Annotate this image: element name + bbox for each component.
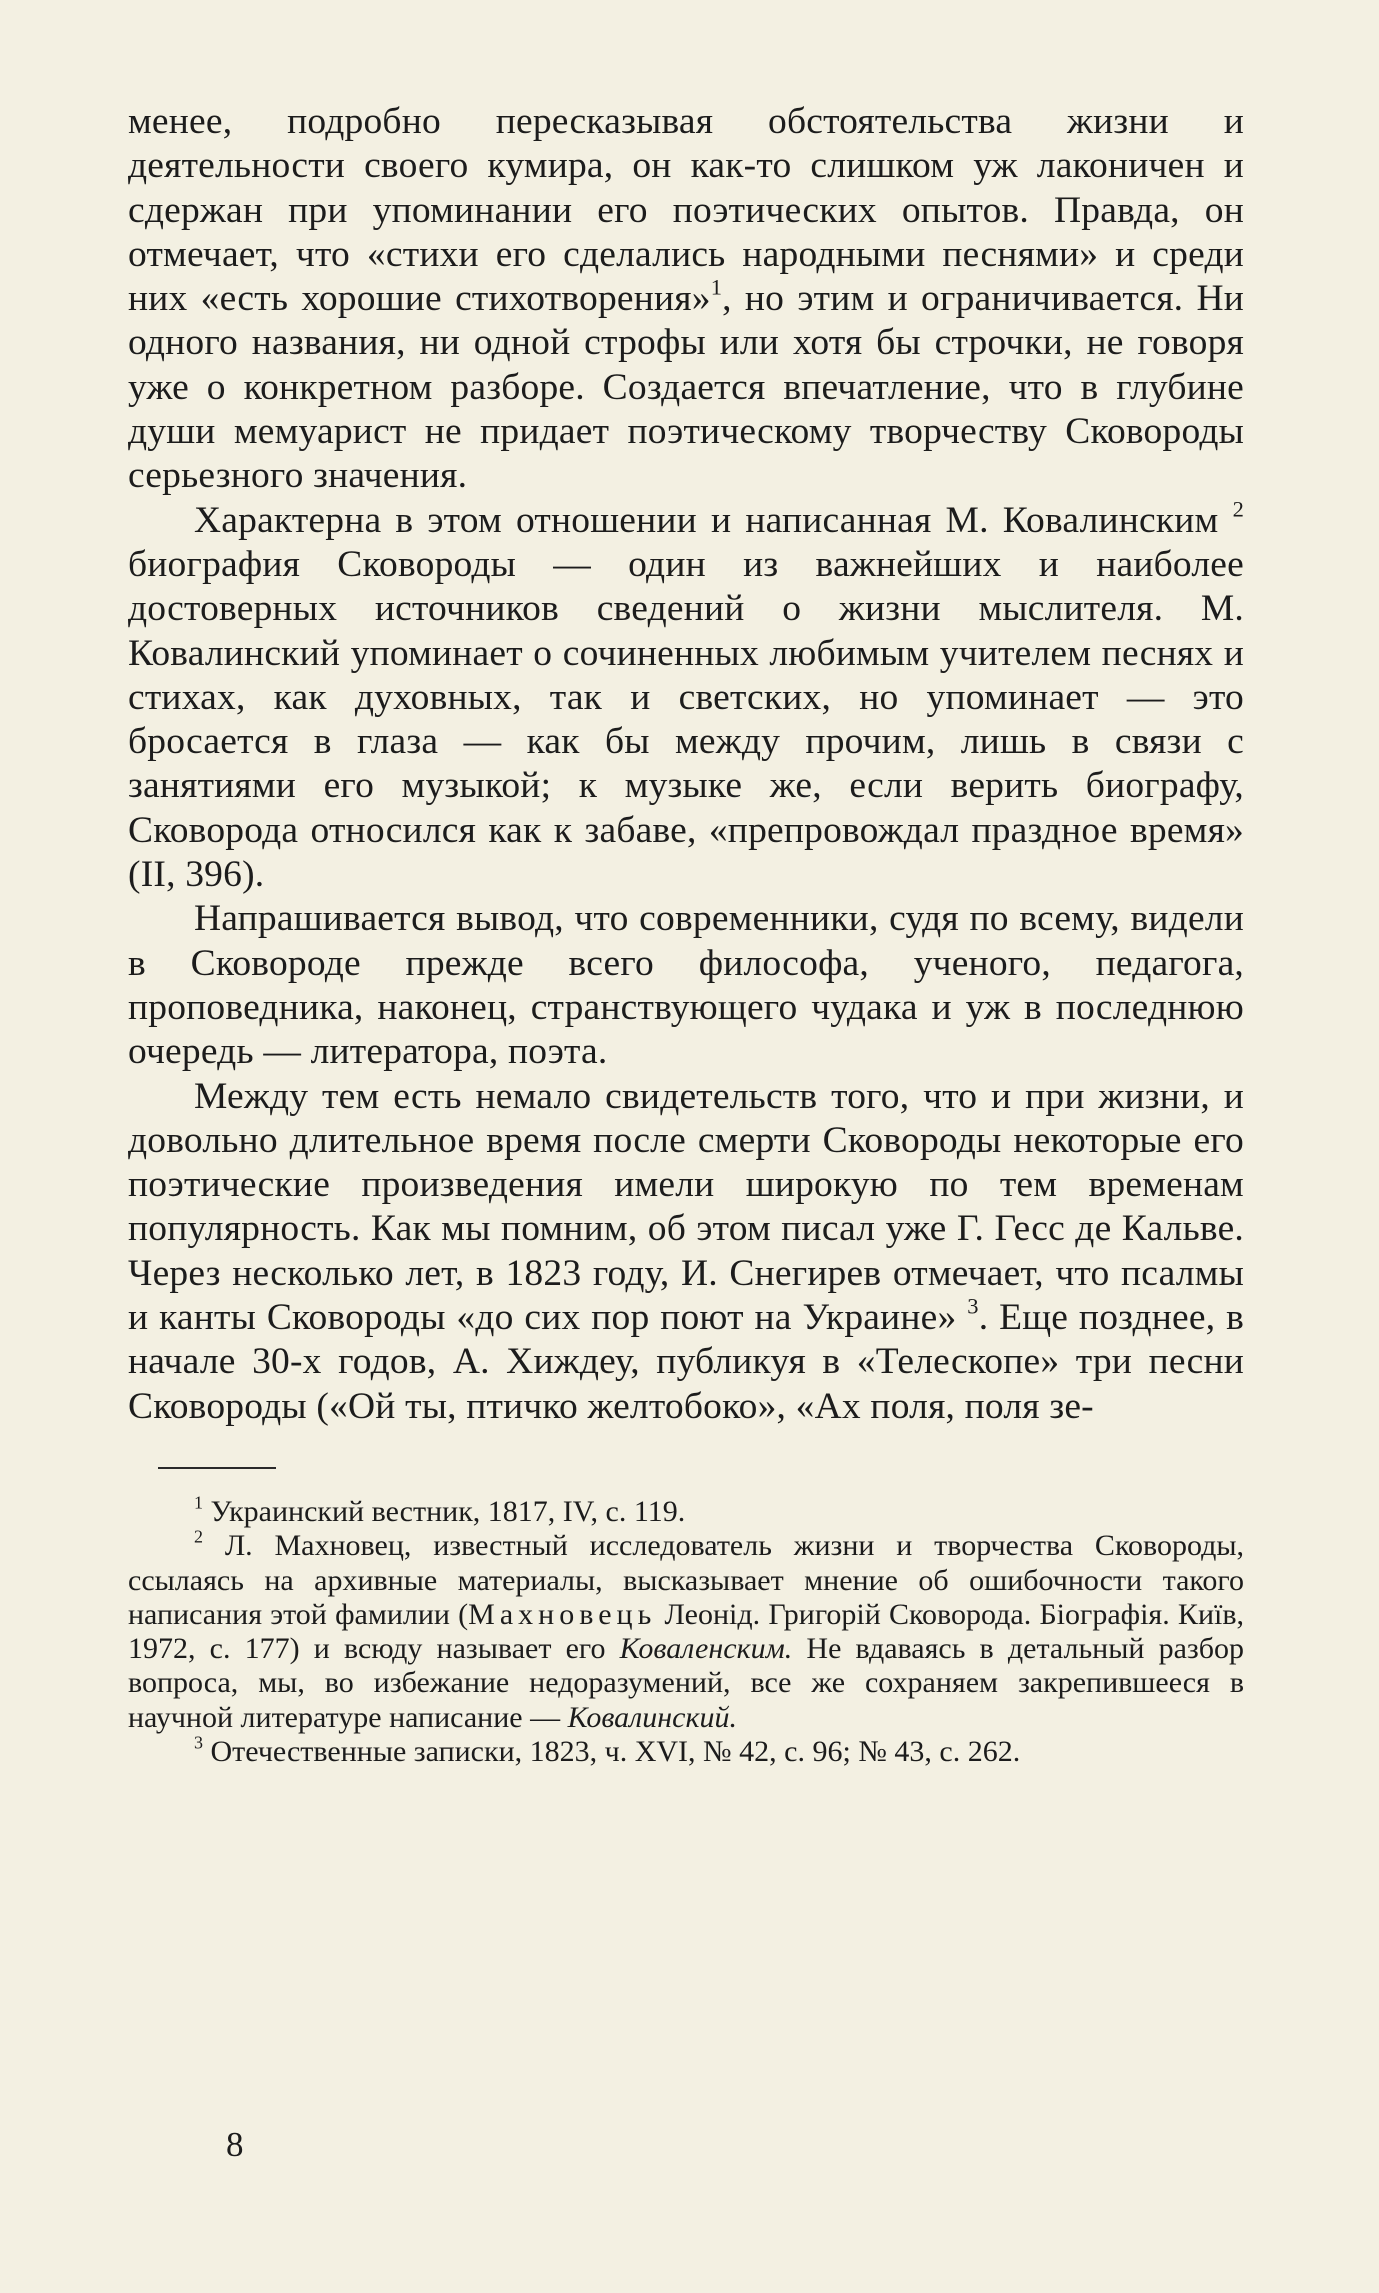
paragraph-4 [128, 1075, 1244, 1429]
footnote-marker: 1 [194, 1492, 203, 1513]
footnote-italic: Ковалинский. [567, 1700, 737, 1734]
footnote-divider [158, 1467, 276, 1469]
footnotes [128, 1492, 1245, 1769]
paragraph-text: , но этим и ограничивается. Ни одного названия, ни одной строфы или хотя бы строчки, не говоря уже о конкретном разборе. Создается впечатление, что в глубине души мемуарист не придает поэтическому творчеству Сковороды серьезного значения. [128, 278, 1244, 497]
paragraph-text: Характерна в этом отношении и написанная М. Ковалинским [194, 499, 1219, 541]
paragraph-text: биография Сковороды — один из важнейших и наиболее достоверных источников сведений о жизни мыслителя. М. Ковалинский упоминает о сочиненных любимым учителем песнях и стихах, как духовных, так и светских, но упоминает — это бросается в глаза — как бы между прочим, лишь в связи с занятиями его музыкой; к музыке же, если верить биографу, Сковорода относился как к забаве, «препровождал праздное время» (II, 396). [128, 543, 1244, 896]
footnote-text: Украинский вестник, 1817, IV, с. 119. [210, 1494, 686, 1528]
paragraph-text: . Еще позднее, в начале 30-х годов, А. Хиждеу, публикуя в «Телескопе» три песни Сковороды («Ой ты, птичко желтобоко», «Ах поля, поля зе- [128, 1297, 1244, 1427]
footnote-2 [128, 1526, 1245, 1735]
footnote-ref-3: 3 [967, 1293, 979, 1319]
footnote-ref-1: 1 [710, 274, 723, 300]
paragraph-text: Напрашивается вывод, что современники, судя по всему, видели в Сковороде прежде всего философа, ученого, педагога, проповедника, наконец, странствующего чудака и уж в последнюю очередь — литератора, поэта. [128, 898, 1244, 1073]
footnote-text: Л. Махновец, известный исследователь жизни и творчества Сковороды, ссылаясь на архивные материалы, высказывает мнение об ошибочности такого написания этой фамилии ( [128, 1529, 1245, 1631]
footnote-ref-2: 2 [1232, 495, 1245, 521]
footnote-marker: 2 [194, 1526, 203, 1547]
footnote-3 [128, 1732, 1244, 1769]
paragraph-1 [128, 100, 1244, 499]
page-number: 8 [226, 2125, 244, 2164]
footnote-text: Отечественные записки, 1823, ч. XVI, № 42, с. 96; № 43, с. 262. [210, 1734, 1021, 1768]
footnote-text: Леонід. Григорій Сковорода. Біографія. Київ, 1972, с. 177) и всюду называет его [128, 1597, 1244, 1666]
footnote-author: Махновець [468, 1597, 657, 1631]
footnote-1 [128, 1492, 1244, 1529]
main-text [128, 100, 1244, 1429]
paragraph-2 [128, 495, 1245, 898]
paragraph-text: Между тем есть немало свидетельств того, что и при жизни, и довольно длительное время после смерти Сковороды некоторые его поэтические произведения имели широкую по тем временам популярность. Как мы помним, об этом писал уже Г. Гесс де Кальве. Через несколько лет, в 1823 году, И. Снегирев отмечает, что псалмы и канты Сковороды «до сих пор поют на Украине» [128, 1075, 1244, 1339]
footnote-marker: 3 [194, 1732, 203, 1753]
footnote-italic: Коваленским. [619, 1632, 793, 1666]
paragraph-3 [128, 897, 1244, 1074]
paragraph-text: менее, подробно пересказывая обстоятельства жизни и деятельности своего кумира, он как-то слишком уж лаконичен и сдержан при упоминании его поэтических опытов. Правда, он отмечает, что «стихи его сделались народными песнями» и среди них «есть хорошие стихотворения» [128, 101, 1244, 320]
page [128, 100, 1244, 1769]
footnote-text: Не вдаваясь в детальный разбор вопроса, мы, во избежание недоразумений, все же сохраняем закрепившееся в научной литературе написание — [128, 1632, 1244, 1734]
